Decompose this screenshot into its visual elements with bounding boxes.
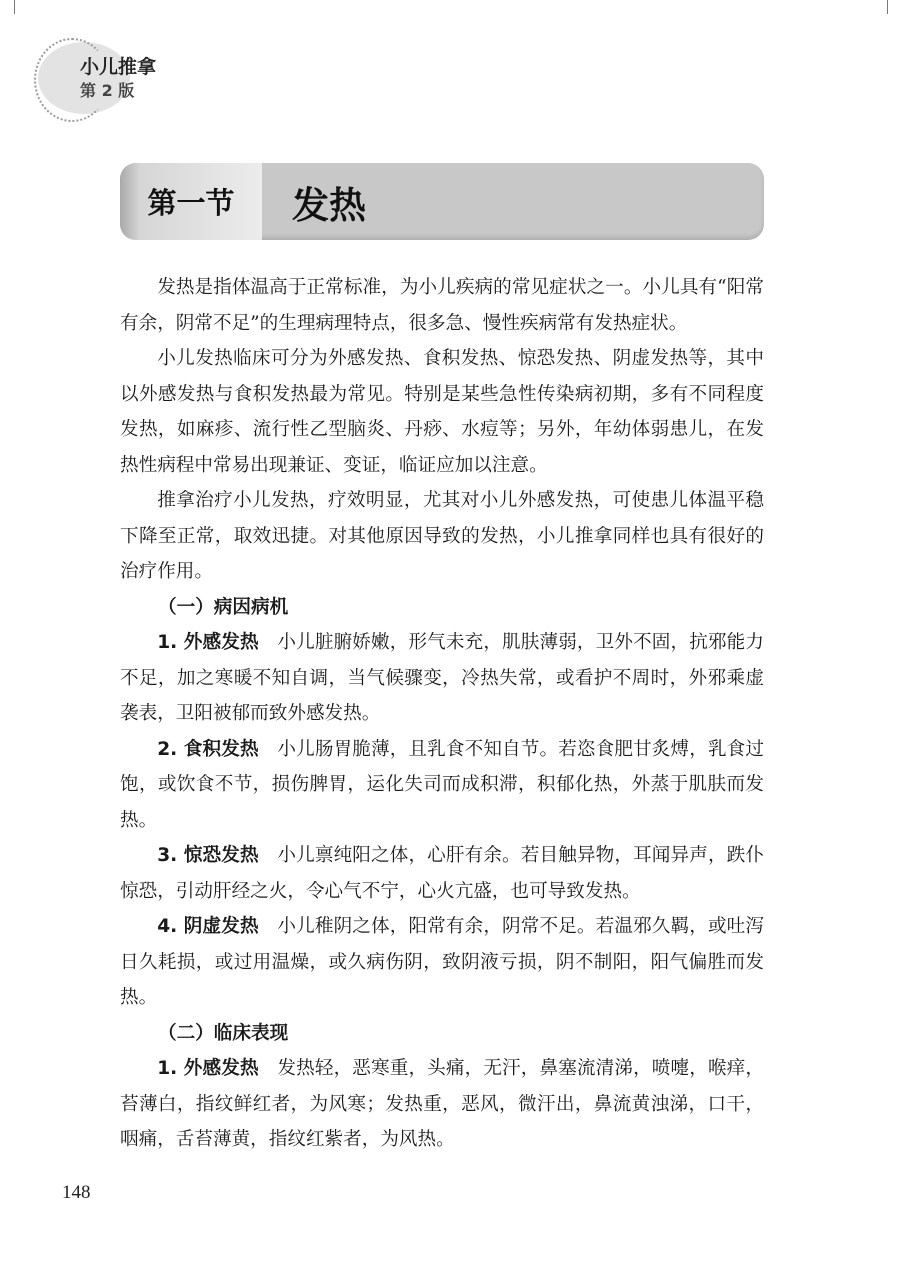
body-text — [120, 270, 764, 1158]
section-banner — [120, 163, 764, 240]
subheading-symptoms: （二）临床表现 — [158, 1022, 289, 1044]
subheading-causes: （一）病因病机 — [158, 596, 289, 618]
item-lead: 2. 食积发热 — [157, 738, 259, 760]
section-label: 第一节 — [120, 163, 262, 240]
paragraph: 发热是指体温高于正常标准，为小儿疾病的常见症状之一。小儿具有“阳常有余，阴常不足”的生理病理特点，很多急、慢性疾病常有发热症状。 — [120, 277, 764, 334]
list-item — [120, 838, 764, 909]
list-item — [120, 625, 764, 732]
section-title: 发热 — [292, 183, 366, 227]
list-item — [120, 1051, 764, 1158]
list-item — [120, 909, 764, 1016]
item-text: 小儿稚阴之体，阳常有余，阴常不足。若温邪久羁，或吐泻日久耗损，或过用温燥，或久病伤阴，致阴液亏损，阴不制阳，阳气偏胜而发热。 — [120, 916, 764, 1008]
paragraph: 推拿治疗小儿发热，疗效明显，尤其对小儿外感发热，可使患儿体温平稳下降至正常，取效迅捷。对其他原因导致的发热，小儿推拿同样也具有很好的治疗作用。 — [120, 490, 764, 582]
page-number: 148 — [62, 1182, 91, 1203]
item-text: 小儿禀纯阳之体，心肝有余。若目触异物，耳闻异声，跌仆惊恐，引动肝经之火，令心气不宁，心火亢盛，也可导致发热。 — [120, 845, 764, 902]
paragraph: 小儿发热临床可分为外感发热、食积发热、惊恐发热、阴虚发热等，其中以外感发热与食积发热最为常见。特别是某些急性传染病初期，多有不同程度发热，如麻疹、流行性乙型脑炎、丹痧、水痘等；另外，年幼体弱患儿，在发热性病程中常易出现兼证、变证，临证应加以注意。 — [120, 348, 764, 476]
list-item — [120, 732, 764, 839]
item-lead: 3. 惊恐发热 — [157, 845, 259, 866]
item-lead: 4. 阴虚发热 — [157, 916, 259, 937]
item-lead: 1. 外感发热 — [157, 632, 259, 653]
crop-mark-left — [0, 0, 15, 14]
book-edition: 第 2 版 — [80, 81, 135, 100]
crop-mark-right — [873, 0, 888, 14]
item-text: 小儿肠胃脆薄，且乳食不知自节。若恣食肥甘炙煿，乳食过饱，或饮食不节，损伤脾胃，运化失司而成积滞，积郁化热，外蒸于肌肤而发热。 — [120, 738, 764, 831]
book-title: 小儿推拿 — [80, 56, 157, 78]
item-text: 发热轻，恶寒重，头痛，无汗，鼻塞流清涕，喷嚏，喉痒，苔薄白，指纹鲜红者，为风寒；发热重，恶风，微汗出，鼻流黄浊涕，口干，咽痛，舌苔薄黄，指纹红紫者，为风热。 — [120, 1058, 764, 1150]
item-text: 小儿脏腑娇嫩，形气未充，肌肤薄弱，卫外不固，抗邪能力不足，加之寒暖不知自调，当气候骤变，冷热失常，或看护不周时，外邪乘虚袭表，卫阳被郁而致外感发热。 — [120, 632, 764, 724]
item-lead: 1. 外感发热 — [157, 1058, 259, 1079]
